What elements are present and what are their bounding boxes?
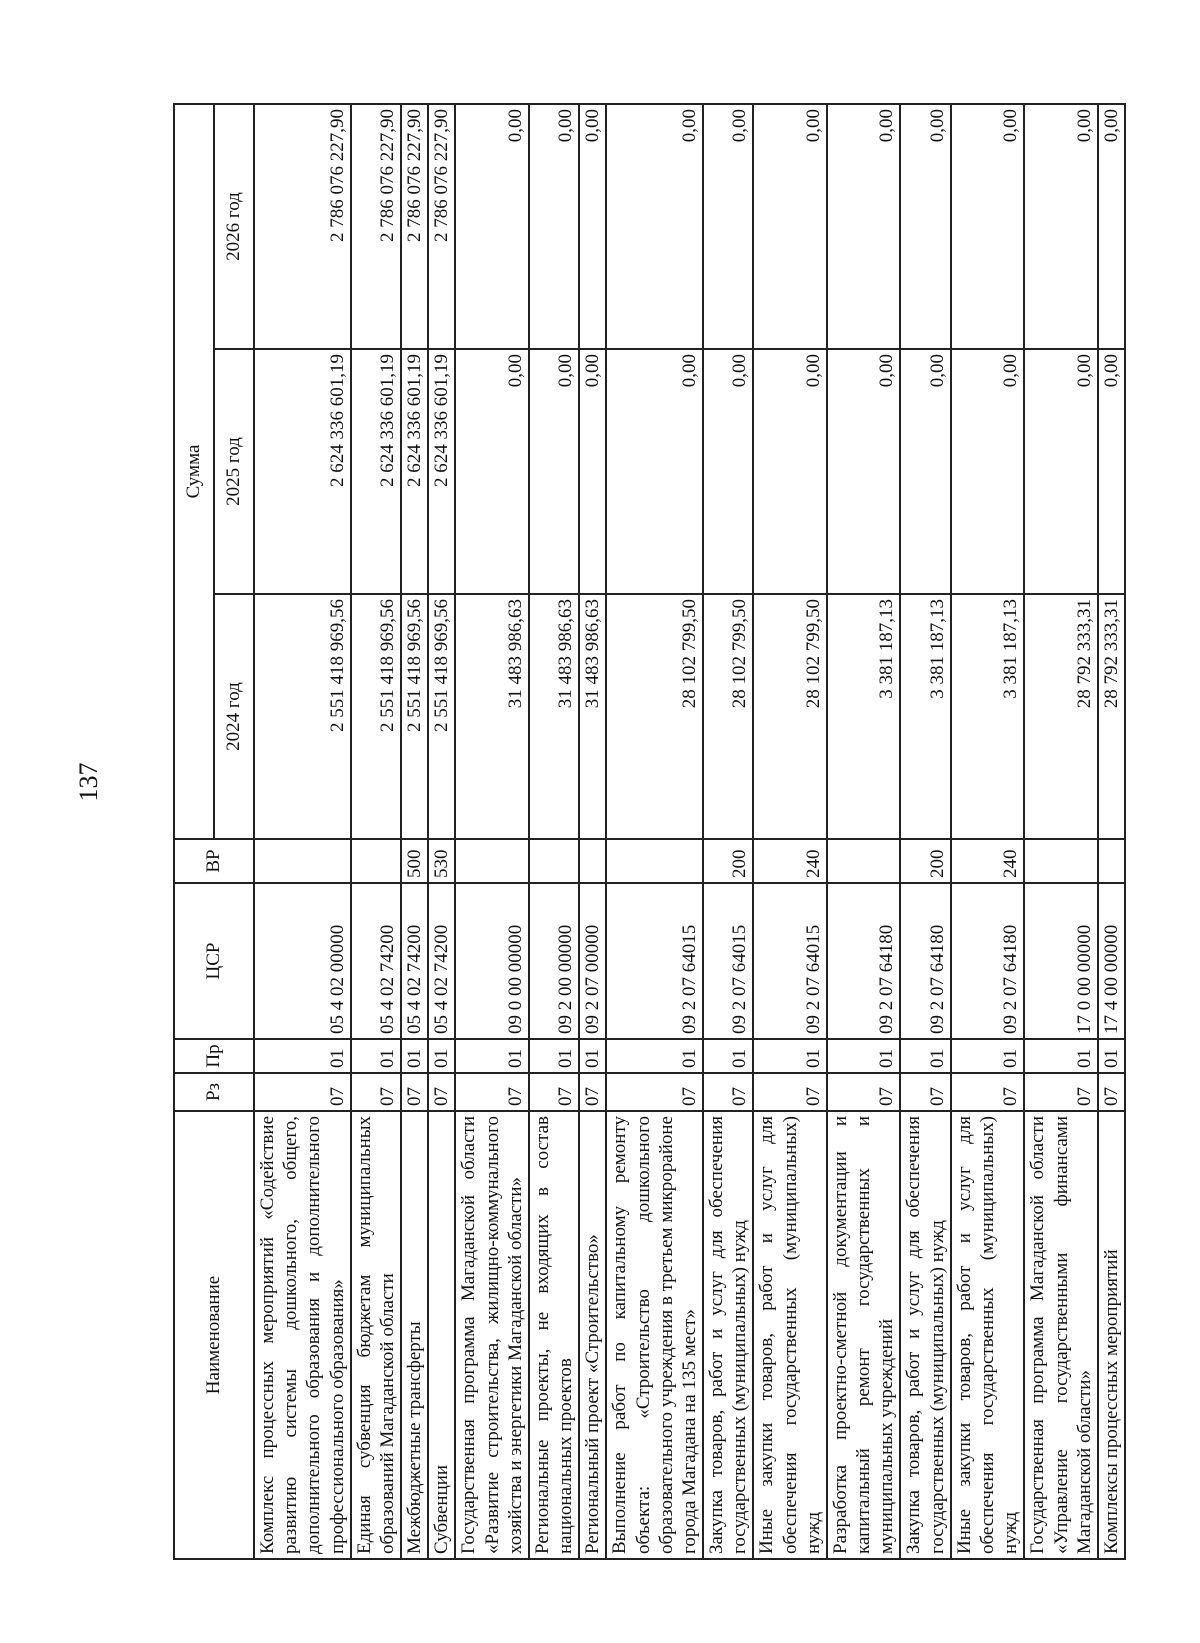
row-value-2025: 0,00: [1098, 349, 1125, 594]
header-csr: ЦСР: [174, 883, 254, 1039]
row-name: Государственная программа Магаданской области «Управление государственными финансами Магаданской области»: [1024, 1111, 1098, 1559]
row-value-2024: 2 551 418 969,56: [351, 594, 401, 839]
row-value-2024: 31 483 986,63: [529, 594, 579, 839]
row-name: Разработка проектно-сметной документации и капитальный ремонт государственных и муниципальных учреждений: [827, 1111, 901, 1559]
table-row: [703, 104, 753, 1559]
row-pr: 01: [703, 1039, 753, 1073]
table-body: [254, 104, 1125, 1559]
row-vr: 200: [703, 839, 753, 883]
row-value-2026: 0,00: [1098, 104, 1125, 349]
table-row: [753, 104, 827, 1559]
row-csr: 09 2 07 64180: [900, 883, 950, 1039]
row-vr: [455, 839, 529, 883]
row-pr: 01: [401, 1039, 428, 1073]
rotated-table-wrapper: [173, 105, 1122, 1560]
row-value-2025: 2 624 336 601,19: [254, 349, 351, 594]
row-name: Иные закупки товаров, работ и услуг для обеспечения государственных (муниципальных) нужд: [951, 1111, 1025, 1559]
row-value-2026: 2 786 076 227,90: [351, 104, 401, 349]
row-csr: 17 0 00 00000: [1024, 883, 1098, 1039]
row-csr: 09 2 07 00000: [579, 883, 606, 1039]
table-row: [455, 104, 529, 1559]
row-rz: 07: [1024, 1073, 1098, 1111]
table-row: [254, 104, 351, 1559]
table-row: [606, 104, 703, 1559]
row-vr: [606, 839, 703, 883]
row-rz: 07: [703, 1073, 753, 1111]
row-name: Региональные проекты, не входящих в состав национальных проектов: [529, 1111, 579, 1559]
row-value-2024: 28 102 799,50: [703, 594, 753, 839]
row-value-2026: 0,00: [455, 104, 529, 349]
row-pr: 01: [254, 1039, 351, 1073]
row-name: Закупка товаров, работ и услуг для обеспечения государственных (муниципальных) нужд: [703, 1111, 753, 1559]
row-pr: 01: [455, 1039, 529, 1073]
row-pr: 01: [606, 1039, 703, 1073]
budget-table: [173, 103, 1126, 1560]
row-csr: 09 2 07 64180: [827, 883, 901, 1039]
row-rz: 07: [401, 1073, 428, 1111]
row-name: Закупка товаров, работ и услуг для обеспечения государственных (муниципальных) нужд: [900, 1111, 950, 1559]
row-value-2026: 0,00: [579, 104, 606, 349]
page-number: 137: [74, 762, 103, 802]
row-csr: 09 2 00 00000: [529, 883, 579, 1039]
row-vr: [351, 839, 401, 883]
row-rz: 07: [455, 1073, 529, 1111]
row-value-2025: 0,00: [827, 349, 901, 594]
row-csr: 17 4 00 00000: [1098, 883, 1125, 1039]
row-csr: 05 4 02 74200: [428, 883, 455, 1039]
row-vr: [827, 839, 901, 883]
row-value-2024: 2 551 418 969,56: [428, 594, 455, 839]
row-vr: 200: [900, 839, 950, 883]
row-name: Единая субвенция бюджетам муниципальных образований Магаданской области: [351, 1111, 401, 1559]
header-2024: 2024 год: [214, 594, 254, 839]
row-value-2026: 0,00: [951, 104, 1025, 349]
row-vr: [1024, 839, 1098, 883]
row-vr: [1098, 839, 1125, 883]
row-value-2026: 0,00: [753, 104, 827, 349]
row-value-2026: 0,00: [703, 104, 753, 349]
row-value-2026: 2 786 076 227,90: [254, 104, 351, 349]
row-rz: 07: [1098, 1073, 1125, 1111]
row-pr: 01: [579, 1039, 606, 1073]
row-value-2026: 0,00: [827, 104, 901, 349]
row-value-2025: 0,00: [579, 349, 606, 594]
row-value-2026: 0,00: [606, 104, 703, 349]
row-csr: 09 2 07 64015: [606, 883, 703, 1039]
table-row: [900, 104, 950, 1559]
header-2026: 2026 год: [214, 104, 254, 349]
row-name: Выполнение работ по капитальному ремонту объекта: «Строительство дошкольного образовательного учреждения в третьем микрорайоне города Магадана на 135 мест»: [606, 1111, 703, 1559]
table-row: [351, 104, 401, 1559]
row-csr: 05 4 02 74200: [351, 883, 401, 1039]
row-value-2024: 2 551 418 969,56: [254, 594, 351, 839]
row-value-2025: 2 624 336 601,19: [428, 349, 455, 594]
row-value-2024: 2 551 418 969,56: [401, 594, 428, 839]
row-value-2024: 31 483 986,63: [455, 594, 529, 839]
row-name: Иные закупки товаров, работ и услуг для обеспечения государственных (муниципальных) нужд: [753, 1111, 827, 1559]
row-value-2025: 2 624 336 601,19: [401, 349, 428, 594]
row-pr: 01: [827, 1039, 901, 1073]
row-value-2026: 2 786 076 227,90: [428, 104, 455, 349]
row-pr: 01: [529, 1039, 579, 1073]
row-pr: 01: [900, 1039, 950, 1073]
row-rz: 07: [428, 1073, 455, 1111]
row-name: Государственная программа Магаданской области «Развитие строительства, жилищно-коммунального хозяйства и энергетики Магаданской области»: [455, 1111, 529, 1559]
header-sum: Сумма: [174, 104, 214, 839]
row-value-2026: 2 786 076 227,90: [401, 104, 428, 349]
row-value-2025: 0,00: [900, 349, 950, 594]
row-csr: 09 2 07 64180: [951, 883, 1025, 1039]
row-value-2024: 28 102 799,50: [606, 594, 703, 839]
row-value-2025: 0,00: [606, 349, 703, 594]
row-value-2025: 0,00: [703, 349, 753, 594]
header-pr: Пр: [174, 1039, 254, 1073]
row-rz: 07: [529, 1073, 579, 1111]
row-csr: 09 2 07 64015: [753, 883, 827, 1039]
row-value-2025: 0,00: [951, 349, 1025, 594]
row-pr: 01: [428, 1039, 455, 1073]
table-row: [1024, 104, 1098, 1559]
row-vr: 530: [428, 839, 455, 883]
row-rz: 07: [351, 1073, 401, 1111]
row-name: Субвенции: [428, 1111, 455, 1559]
row-pr: 01: [753, 1039, 827, 1073]
row-value-2026: 0,00: [900, 104, 950, 349]
row-value-2025: 0,00: [455, 349, 529, 594]
row-vr: 500: [401, 839, 428, 883]
row-value-2025: 0,00: [1024, 349, 1098, 594]
row-vr: 240: [753, 839, 827, 883]
row-pr: 01: [951, 1039, 1025, 1073]
row-value-2024: 31 483 986,63: [579, 594, 606, 839]
row-csr: 09 2 07 64015: [703, 883, 753, 1039]
table-row: [529, 104, 579, 1559]
row-value-2026: 0,00: [1024, 104, 1098, 349]
row-csr: 09 0 00 00000: [455, 883, 529, 1039]
row-value-2025: 0,00: [753, 349, 827, 594]
row-rz: 07: [951, 1073, 1025, 1111]
row-name: Комплексы процессных мероприятий: [1098, 1111, 1125, 1559]
row-pr: 01: [351, 1039, 401, 1073]
row-pr: 01: [1098, 1039, 1125, 1073]
header-rz: Рз: [174, 1073, 254, 1111]
row-rz: 07: [827, 1073, 901, 1111]
row-name: Региональный проект «Строительство»: [579, 1111, 606, 1559]
row-vr: [579, 839, 606, 883]
row-name: Комплекс процессных мероприятий «Содействие развитию системы дошкольного, общего, дополнительного образования и дополнительного профессионального образования»: [254, 1111, 351, 1559]
row-value-2025: 0,00: [529, 349, 579, 594]
row-value-2024: 28 792 333,31: [1098, 594, 1125, 839]
row-vr: [254, 839, 351, 883]
table-row: [579, 104, 606, 1559]
row-vr: 240: [951, 839, 1025, 883]
row-value-2026: 0,00: [529, 104, 579, 349]
row-name: Межбюджетные трансферты: [401, 1111, 428, 1559]
header-2025: 2025 год: [214, 349, 254, 594]
header-vr: ВР: [174, 839, 254, 883]
row-rz: 07: [900, 1073, 950, 1111]
table-row: [428, 104, 455, 1559]
table-row: [401, 104, 428, 1559]
row-vr: [529, 839, 579, 883]
row-value-2024: 3 381 187,13: [951, 594, 1025, 839]
row-csr: 05 4 02 00000: [254, 883, 351, 1039]
table-row: [951, 104, 1025, 1559]
row-value-2024: 3 381 187,13: [827, 594, 901, 839]
row-rz: 07: [606, 1073, 703, 1111]
row-rz: 07: [579, 1073, 606, 1111]
row-rz: 07: [254, 1073, 351, 1111]
row-rz: 07: [753, 1073, 827, 1111]
table-row: [827, 104, 901, 1559]
row-pr: 01: [1024, 1039, 1098, 1073]
row-value-2024: 28 102 799,50: [753, 594, 827, 839]
header-name: Наименование: [174, 1111, 254, 1559]
row-value-2024: 28 792 333,31: [1024, 594, 1098, 839]
table-header: [174, 104, 254, 1559]
row-value-2024: 3 381 187,13: [900, 594, 950, 839]
table-row: [1098, 104, 1125, 1559]
row-value-2025: 2 624 336 601,19: [351, 349, 401, 594]
row-csr: 05 4 02 74200: [401, 883, 428, 1039]
